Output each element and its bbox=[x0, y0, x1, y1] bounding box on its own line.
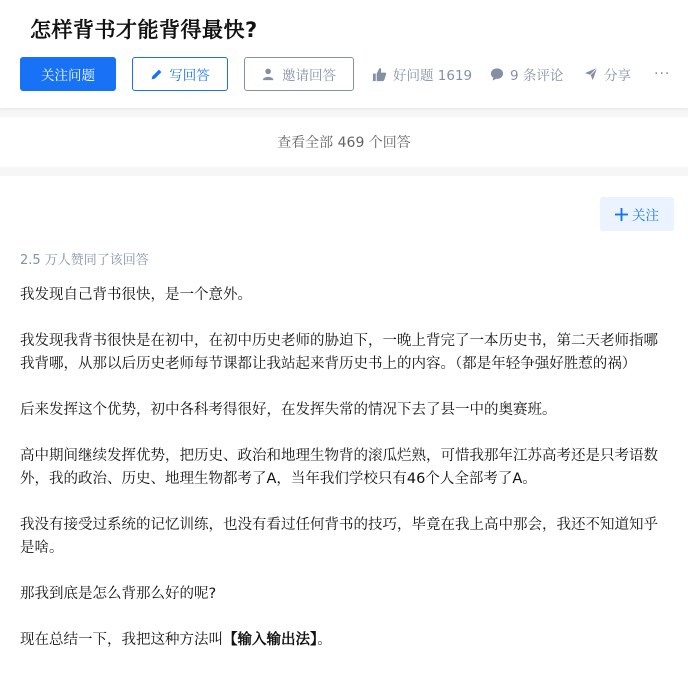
share-button[interactable] bbox=[584, 57, 631, 91]
answer-content bbox=[20, 284, 670, 675]
invite-user-icon bbox=[262, 67, 276, 81]
comments-label: 9 条评论 bbox=[510, 68, 564, 84]
answer-card bbox=[0, 176, 688, 698]
answer-paragraph: 高中期间继续发挥优势，把历史、政治和地理生物背的滚瓜烂熟，可惜我那年江苏高考还是只考语数外，我的政治、历史、地理生物都考了A，当年我们学校只有46个人全部考了A。 bbox=[20, 448, 658, 487]
thumbs-up-icon bbox=[372, 67, 387, 82]
answer-paragraph-summary bbox=[20, 629, 670, 652]
summary-prefix: 现在总结一下，我把这种方法叫 bbox=[20, 632, 223, 648]
follow-author-label: 关注 bbox=[632, 208, 659, 224]
view-all-answers-link[interactable]: 查看全部 469 个回答 bbox=[0, 117, 688, 167]
answer-paragraph: 后来发挥这个优势，初中各科考得很好，在发挥失常的情况下去了县一中的奥赛班。 bbox=[20, 402, 557, 418]
follow-question-button[interactable]: 关注问题 bbox=[20, 57, 116, 91]
question-title: 怎样背书才能背得最快? bbox=[30, 18, 258, 42]
invite-answer-button[interactable] bbox=[244, 57, 354, 91]
good-question-label: 好问题 1619 bbox=[393, 68, 473, 84]
more-options-button[interactable]: ··· bbox=[654, 66, 671, 82]
upvote-count: 2.5 万人赞同了该回答 bbox=[20, 253, 149, 268]
answer-paragraph: 那我到底是怎么背那么好的呢? bbox=[20, 586, 217, 602]
question-header bbox=[0, 0, 688, 108]
answer-paragraph: 我发现自己背书很快，是一个意外。 bbox=[20, 287, 252, 303]
good-question-button[interactable] bbox=[372, 57, 472, 91]
invite-answer-label: 邀请回答 bbox=[282, 68, 336, 84]
answer-paragraph: 我发现我背书很快是在初中，在初中历史老师的胁迫下，一晚上背完了一本历史书，第二天老师指哪我背哪，从那以后历史老师每节课都让我站起来背历史书上的内容。（都是年轻争强好胜惹的祸） bbox=[20, 333, 658, 372]
answer-paragraph: 我没有接受过系统的记忆训练，也没有看过任何背书的技巧，毕竟在我上高中那会，我还不知道知乎是啥。 bbox=[20, 517, 658, 556]
write-answer-button[interactable] bbox=[132, 57, 228, 91]
follow-author-button[interactable] bbox=[600, 197, 674, 231]
plus-icon bbox=[615, 208, 628, 221]
question-actions bbox=[20, 57, 680, 91]
method-name-bold: 【输入输出法】 bbox=[223, 632, 318, 648]
paper-plane-icon bbox=[584, 67, 598, 81]
pen-icon bbox=[150, 68, 163, 81]
summary-suffix: 。 bbox=[317, 632, 332, 648]
comments-button[interactable] bbox=[490, 57, 563, 91]
write-answer-label: 写回答 bbox=[169, 68, 210, 84]
comment-bubble-icon bbox=[490, 67, 504, 81]
share-label: 分享 bbox=[604, 68, 631, 84]
